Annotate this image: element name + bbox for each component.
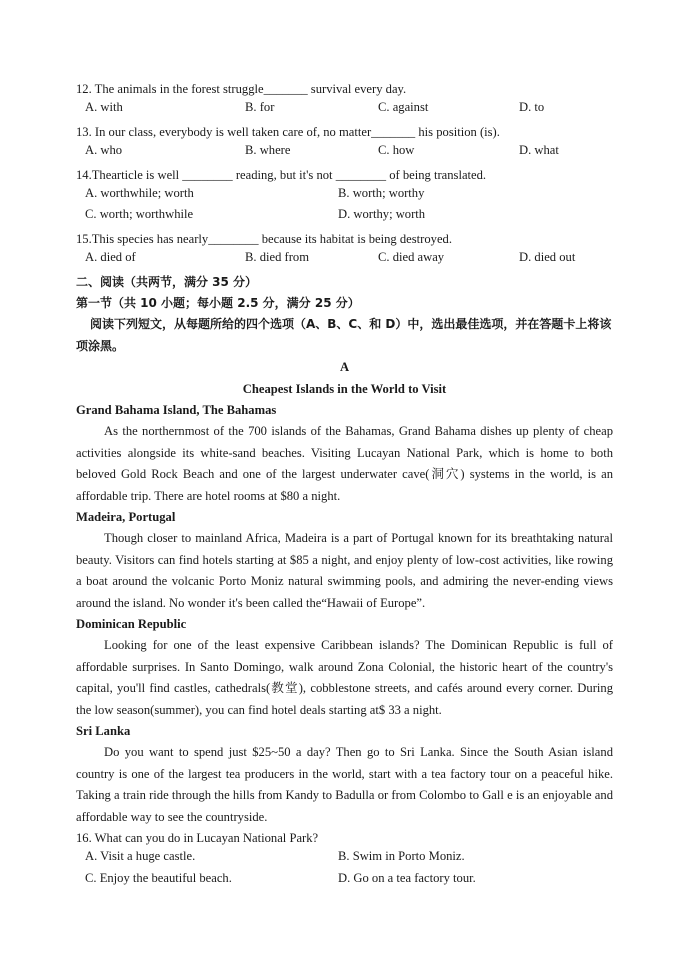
question-14-stem: 14.Thearticle is well ________ reading, but it's not ________ of being translated. [76,167,487,182]
option-b: B. worth; worthy [338,185,425,200]
option-a: A. Visit a huge castle. [85,849,196,864]
option-c: C. against [378,100,429,115]
section-paragraph: Looking for one of the least expensive Caribbean islands? The Dominican Republic is full of affordable surprises. In Santo Domingo, walk around Zona Colonial, the historic heart of the country's capital, you'll find castles, cathedrals(教堂), cobblestone streets, and cafés around every corner. During the low season(summer), you can find hotel deals starting at$ 33 a night. [76,638,613,717]
option-b: B. where [245,143,291,158]
section-title: 二、阅读（共两节，满分 35 分） [76,274,258,289]
passage-title: Cheapest Islands in the World to Visit [242,381,447,396]
option-c: C. worth; worthwhile [85,207,194,222]
section-paragraph: Though closer to mainland Africa, Madeira is a part of Portugal known for its breathtaking natural beauty. Visitors can find hotels starting at $85 a night, and enjoy plenty of low-cost activities, like rowing a boat around the volcanic Porto Moniz natural swimming pools, and admiring the never-ending views around the island. No wonder it's been called the“Hawaii of Europe”. [76,531,613,610]
question-14-options-row1 [76,186,613,207]
option-a: A. worthwhile; worth [85,185,194,200]
question-12-options [76,100,613,121]
option-d: D. died out [519,250,576,265]
exam-page [76,79,613,892]
section-paragraph: As the northernmost of the 700 islands of the Bahamas, Grand Bahama dishes up plenty of cheap activities alongside its white-sand beaches. Visiting Lucayan National Park, which is home to both beloved Gold Rock Beach and one of the largest underwater cave(洞穴) systems in the world, is an affordable trip. There are hotel rooms at $80 a night. [76,424,613,503]
section-heading: Grand Bahama Island, The Bahamas [76,402,277,417]
section-paragraph: Do you want to spend just $25~50 a day? Then go to Sri Lanka. Since the South Asian island country is one of the largest tea producers in the world, start with a tea factory tour on a peaceful hike. Taking a train ride through the hills from Kandy to Badulla or from Colombo to Gall e is an enjoyable and affordable way to see the countryside. [76,745,613,824]
section-heading: Madeira, Portugal [76,509,176,524]
instructions: 阅读下列短文，从每题所给的四个选项（A、B、C、和 D）中，选出最佳选项，并在答题卡上将该项涂黑。 [76,317,612,353]
option-b: B. for [245,100,275,115]
section-heading: Sri Lanka [76,723,131,738]
question-13-stem: 13. In our class, everybody is well taken care of, no matter_______ his position (is). [76,124,500,139]
option-d: D. Go on a tea factory tour. [338,870,476,885]
option-c: C. how [378,143,415,158]
question-15-stem: 15.This species has nearly________ because its habitat is being destroyed. [76,231,452,246]
question-13-options [76,143,613,164]
option-a: A. who [85,143,123,158]
question-16-stem: 16. What can you do in Lucayan National Park? [76,830,319,845]
part-title: 第一节（共 10 小题；每小题 2.5 分，满分 25 分） [76,295,360,310]
option-b: B. died from [245,250,310,265]
option-b: B. Swim in Porto Moniz. [338,849,465,864]
question-12-stem: 12. The animals in the forest struggle_______ survival every day. [76,82,407,96]
option-d: D. worthy; worth [338,207,426,222]
passage-letter: A [339,360,350,375]
option-d: D. what [519,143,559,158]
question-16-options-row2 [76,871,613,892]
question-16-options-row1 [76,849,613,870]
option-d: D. to [519,100,545,115]
option-a: A. died of [85,250,136,265]
option-c: C. died away [378,250,445,265]
question-14-options-row2 [76,207,613,228]
question-15-options [76,250,613,271]
option-a: A. with [85,100,123,115]
section-heading: Dominican Republic [76,616,187,631]
option-c: C. Enjoy the beautiful beach. [85,870,232,885]
